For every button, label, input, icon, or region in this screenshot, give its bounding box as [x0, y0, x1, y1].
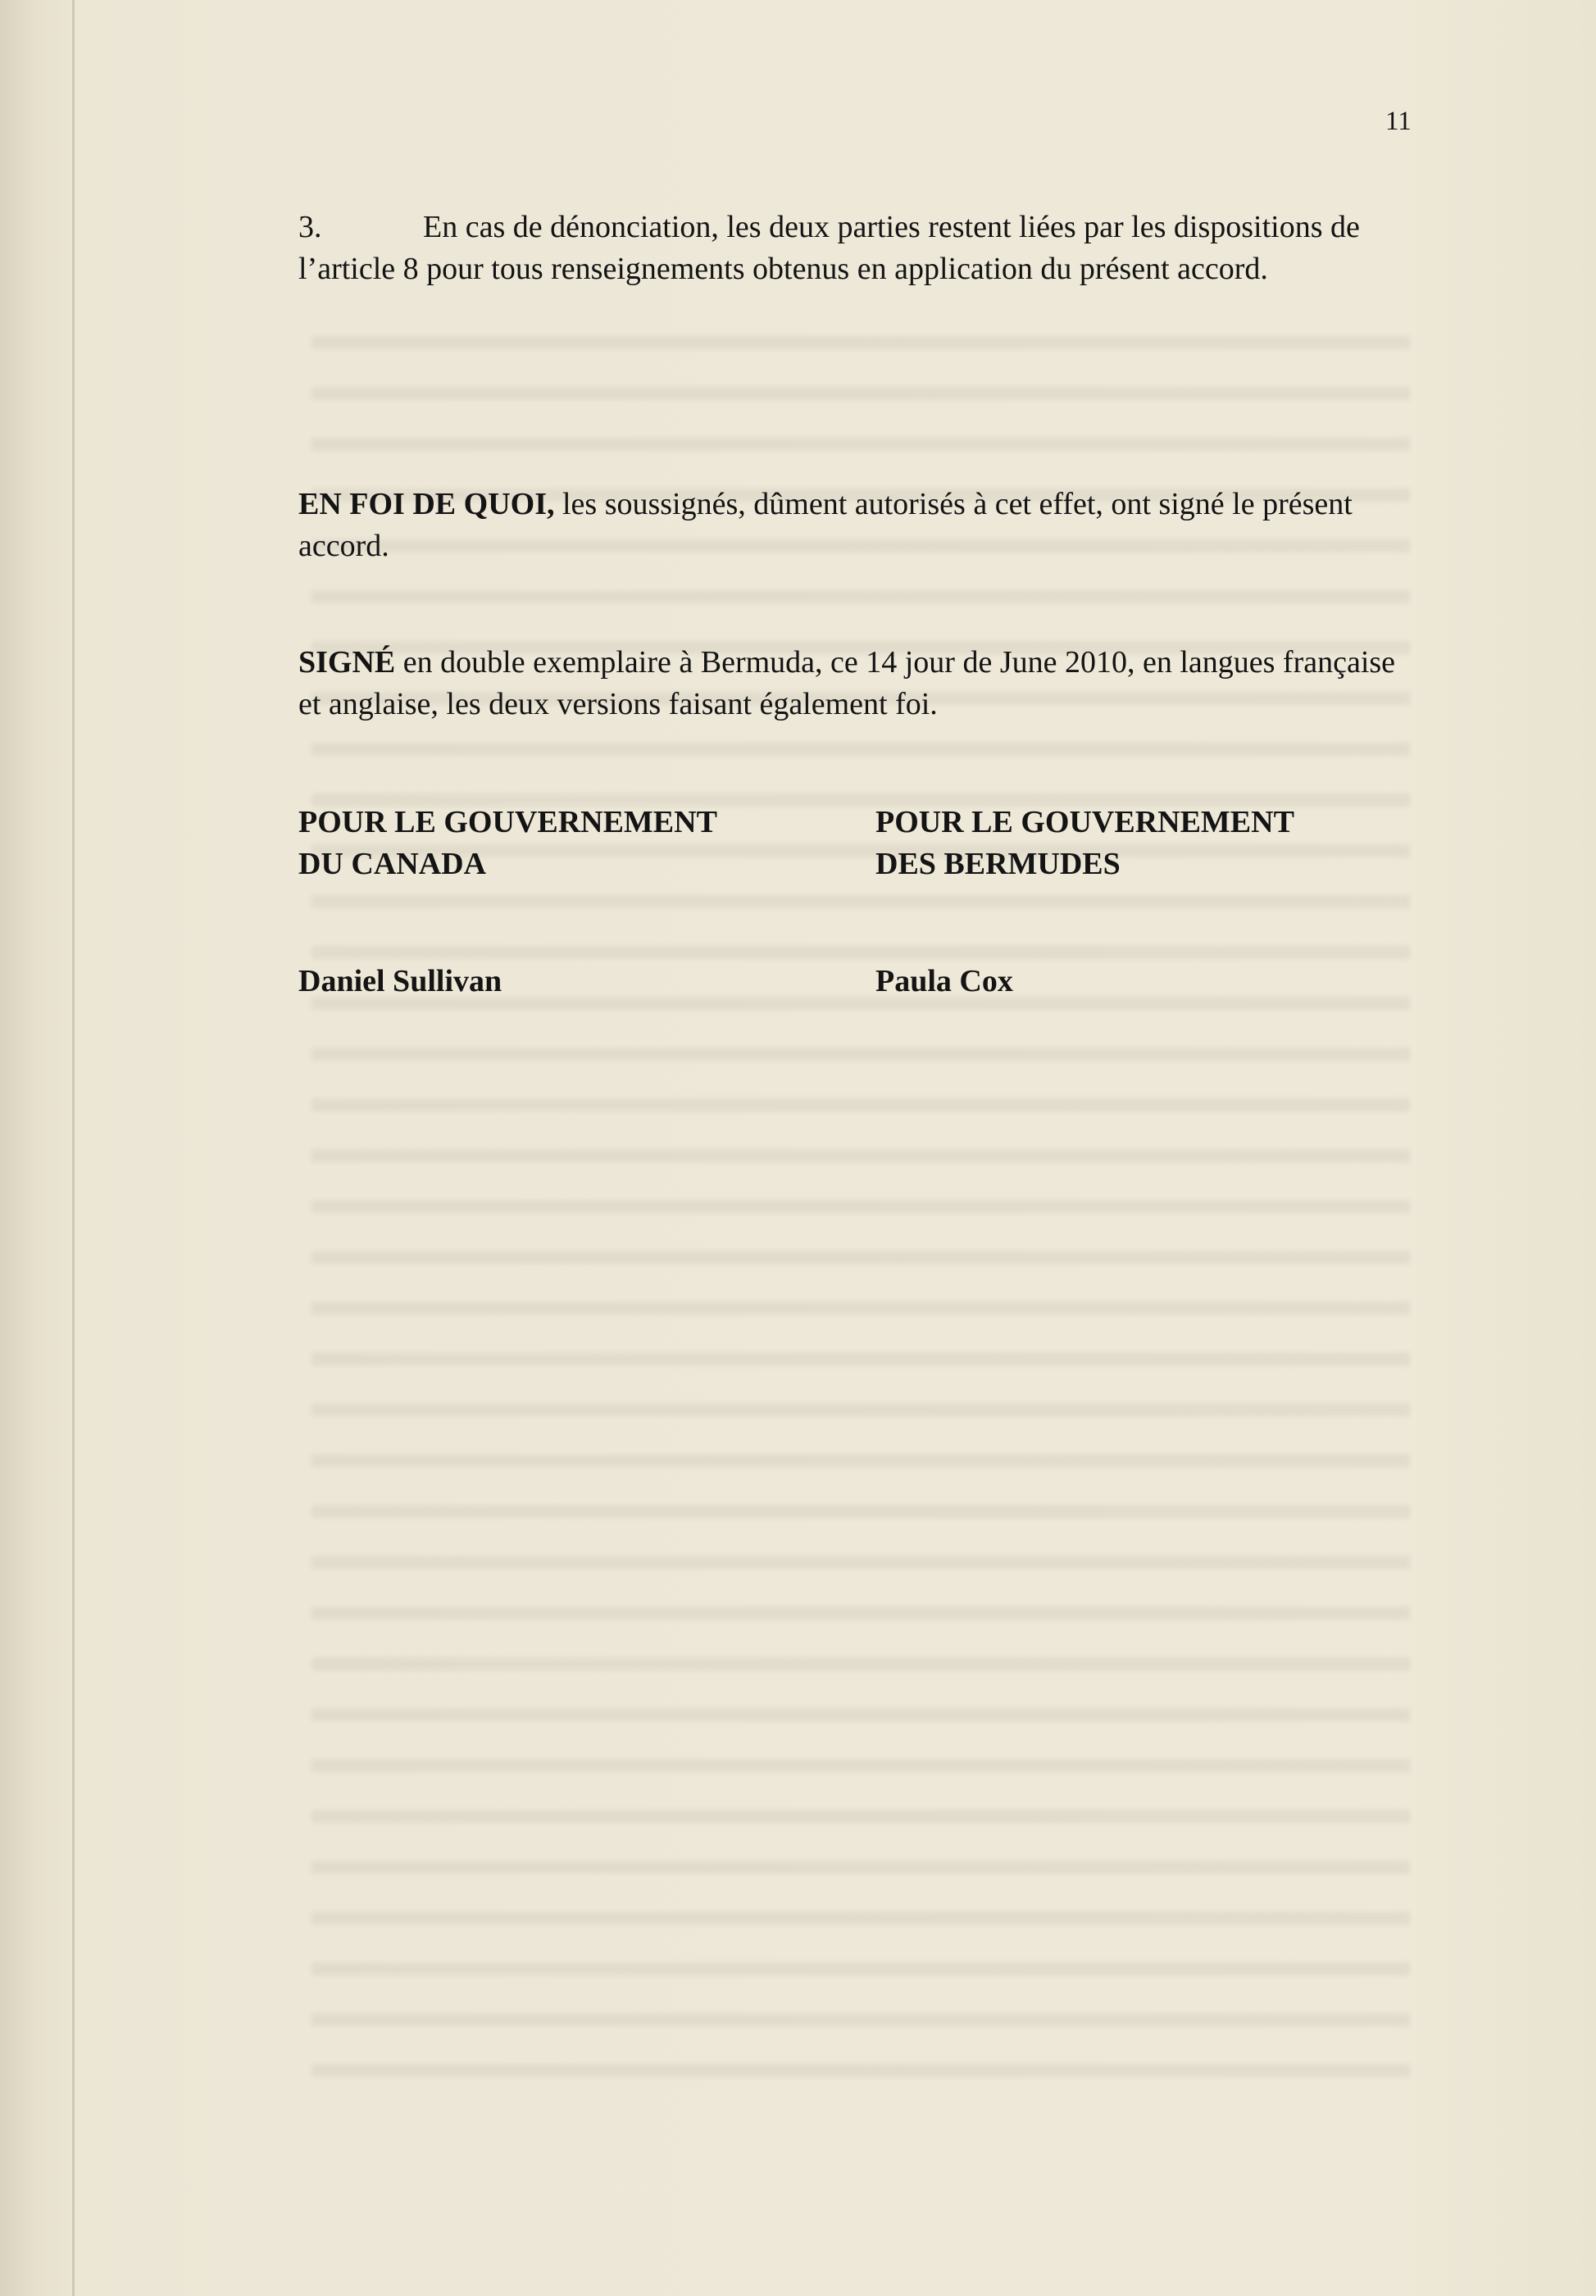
signatory-bermuda-heading [875, 802, 1294, 885]
paragraph-3 [298, 207, 1405, 290]
signed-lead: SIGNÉ [298, 645, 396, 680]
paragraph-text: En cas de dénonciation, les deux parties restent liées par les dispositions de l’article 8 pour tous renseignements obtenus en application du présent accord. [298, 210, 1360, 286]
witness-lead: EN FOI DE QUOI, [298, 487, 555, 521]
signatory-line-2: DU CANADA [298, 847, 487, 881]
signatory-canada-heading [298, 802, 717, 885]
signatory-bermuda-name: Paula Cox [875, 964, 1013, 998]
signatory-line-1: POUR LE GOUVERNEMENT [298, 805, 717, 839]
signed-text: en double exemplaire à Bermuda, ce 14 jour de June 2010, en langues française et anglaise, les deux versions faisant également foi. [298, 645, 1396, 721]
paragraph-number: 3. [298, 210, 322, 244]
witness-clause [298, 484, 1405, 567]
page-number: 11 [1385, 107, 1412, 136]
witness-text: les soussignés, dûment autorisés à cet effet, ont signé le présent accord. [298, 487, 1353, 563]
binding-edge [72, 0, 75, 2296]
signatory-canada-name: Daniel Sullivan [298, 964, 502, 998]
signatory-line-2: DES BERMUDES [875, 847, 1121, 881]
signatory-line-1: POUR LE GOUVERNEMENT [875, 805, 1294, 839]
bleed-through-text [311, 311, 1410, 2098]
signed-clause [298, 642, 1405, 725]
